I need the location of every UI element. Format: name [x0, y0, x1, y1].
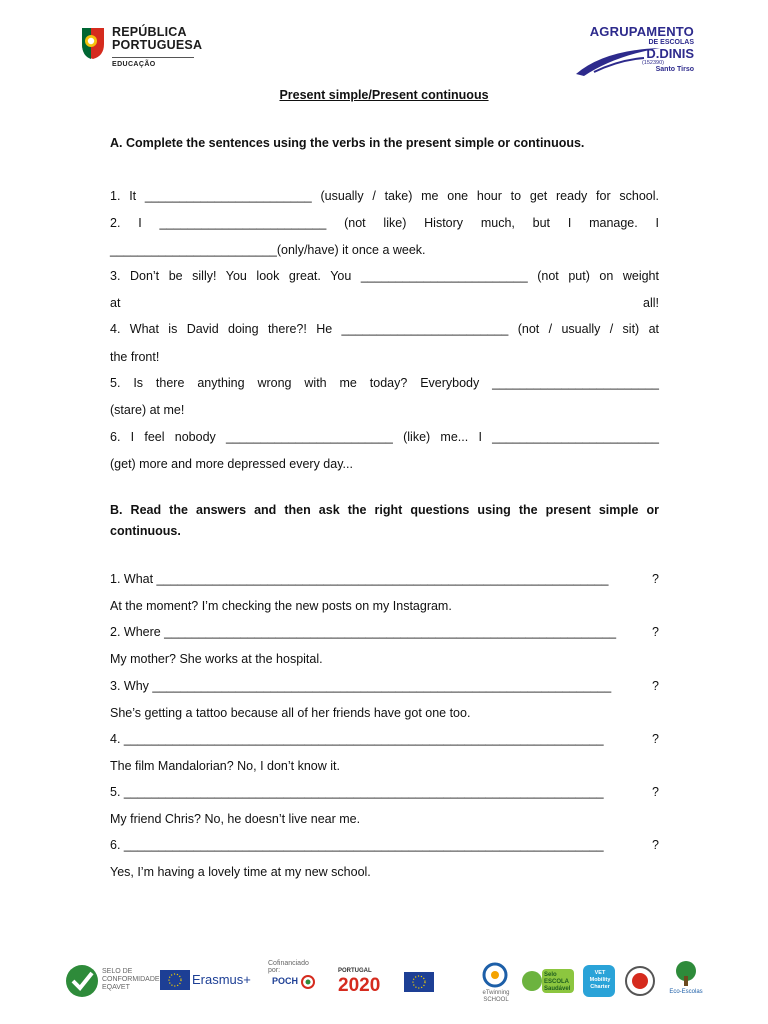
worksheet-title: Present simple/Present continuous [279, 88, 489, 102]
republica-portuguesa-logo [80, 26, 210, 74]
portugal-2020-logo: PORTUGAL 2020 [338, 968, 381, 996]
eu-flag-icon [160, 970, 190, 990]
exercise-a-line: 5. Is there anything wrong with me today? Everybody ________________________ [110, 376, 659, 390]
footer-logos [64, 960, 704, 1002]
exercise-a-line: 6. I feel nobody ________________________ (like) me... I ________________________ [110, 430, 659, 444]
republica-wordmark: REPÚBLICA PORTUGUESA [112, 25, 203, 52]
selo-escola-saudavel-logo: Selo ESCOLA Saudável [520, 960, 576, 1002]
eqavet-logo: SELO DE CONFORMIDADE EQAVET [64, 960, 156, 1002]
answer-line: The film Mandalorian? No, I don’t know it. [110, 759, 340, 773]
portugal-emblem-icon [80, 26, 106, 60]
page-header [0, 0, 768, 90]
exercise-a-line: ________________________(only/have) it once a week. [110, 243, 426, 257]
eco-escolas-logo: Eco-Escolas [668, 960, 704, 1002]
school-seal-logo [624, 960, 658, 1002]
logo-divider [112, 57, 194, 58]
poch-logo: Cofinanciado por: POCH [268, 960, 320, 1002]
answer-line: At the moment? I’m checking the new posts on my Instagram. [110, 599, 452, 613]
question-line: 5. _____________________________________________________________________ ? [110, 785, 659, 799]
exercise-a-line: (get) more and more depressed every day... [110, 457, 353, 471]
poch-mark-icon [300, 974, 316, 990]
tree-icon [670, 960, 702, 986]
question-line: 6. _____________________________________________________________________ ? [110, 838, 659, 852]
exercise-a-line: at all! [110, 296, 659, 310]
eu-funds-logo [404, 960, 468, 1002]
question-line: 4. _____________________________________________________________________ ? [110, 732, 659, 746]
answer-line: She’s getting a tattoo because all of her friends have got one too. [110, 706, 471, 720]
question-line: 1. What _________________________________________________________________ ? [110, 572, 659, 586]
educacao-label: EDUCAÇÃO [112, 61, 156, 68]
etwinning-icon [482, 962, 508, 988]
exercise-a-line: 2. I ________________________ (not like) History much, but I manage. I [110, 216, 659, 230]
exercise-a-line: (stare) at me! [110, 403, 185, 417]
vet-mobility-charter-logo: VET Mobility Charter [582, 960, 618, 1002]
answer-line: Yes, I’m having a lovely time at my new school. [110, 865, 371, 879]
eu-flag-icon [404, 972, 434, 992]
answer-line: My friend Chris? No, he doesn’t live near me. [110, 812, 361, 826]
agrupamento-logo: AGRUPAMENTO DE ESCOLAS D.DINIS (152390) Santo Tirso [574, 24, 704, 80]
exercise-a-line: 1. It ________________________ (usually / take) me one hour to get ready for school. [110, 189, 659, 203]
exercise-a-line: the front! [110, 350, 160, 364]
question-line: 3. Why __________________________________________________________________ ? [110, 679, 659, 693]
question-line: 2. Where _________________________________________________________________ ? [110, 625, 659, 639]
section-a-heading: A. Complete the sentences using the verbs in the present simple or continuous. [110, 136, 585, 150]
section-b-heading: B. Read the answers and then ask the right questions using the present simple or continuous. [110, 503, 659, 538]
exercise-a-line: 3. Don’t be silly! You look great. You ________________________ (not put) on weight [110, 269, 659, 283]
etwinning-logo: eTwinning SCHOOL [476, 960, 516, 1002]
seal-icon [624, 965, 656, 997]
exercise-a-line: 4. What is David doing there?! He ________________________ (not / usually / sit) at [110, 322, 659, 336]
eqavet-check-icon [64, 963, 100, 999]
erasmus-logo: Erasmus+ [160, 960, 260, 1002]
answer-line: My mother? She works at the hospital. [110, 652, 323, 666]
